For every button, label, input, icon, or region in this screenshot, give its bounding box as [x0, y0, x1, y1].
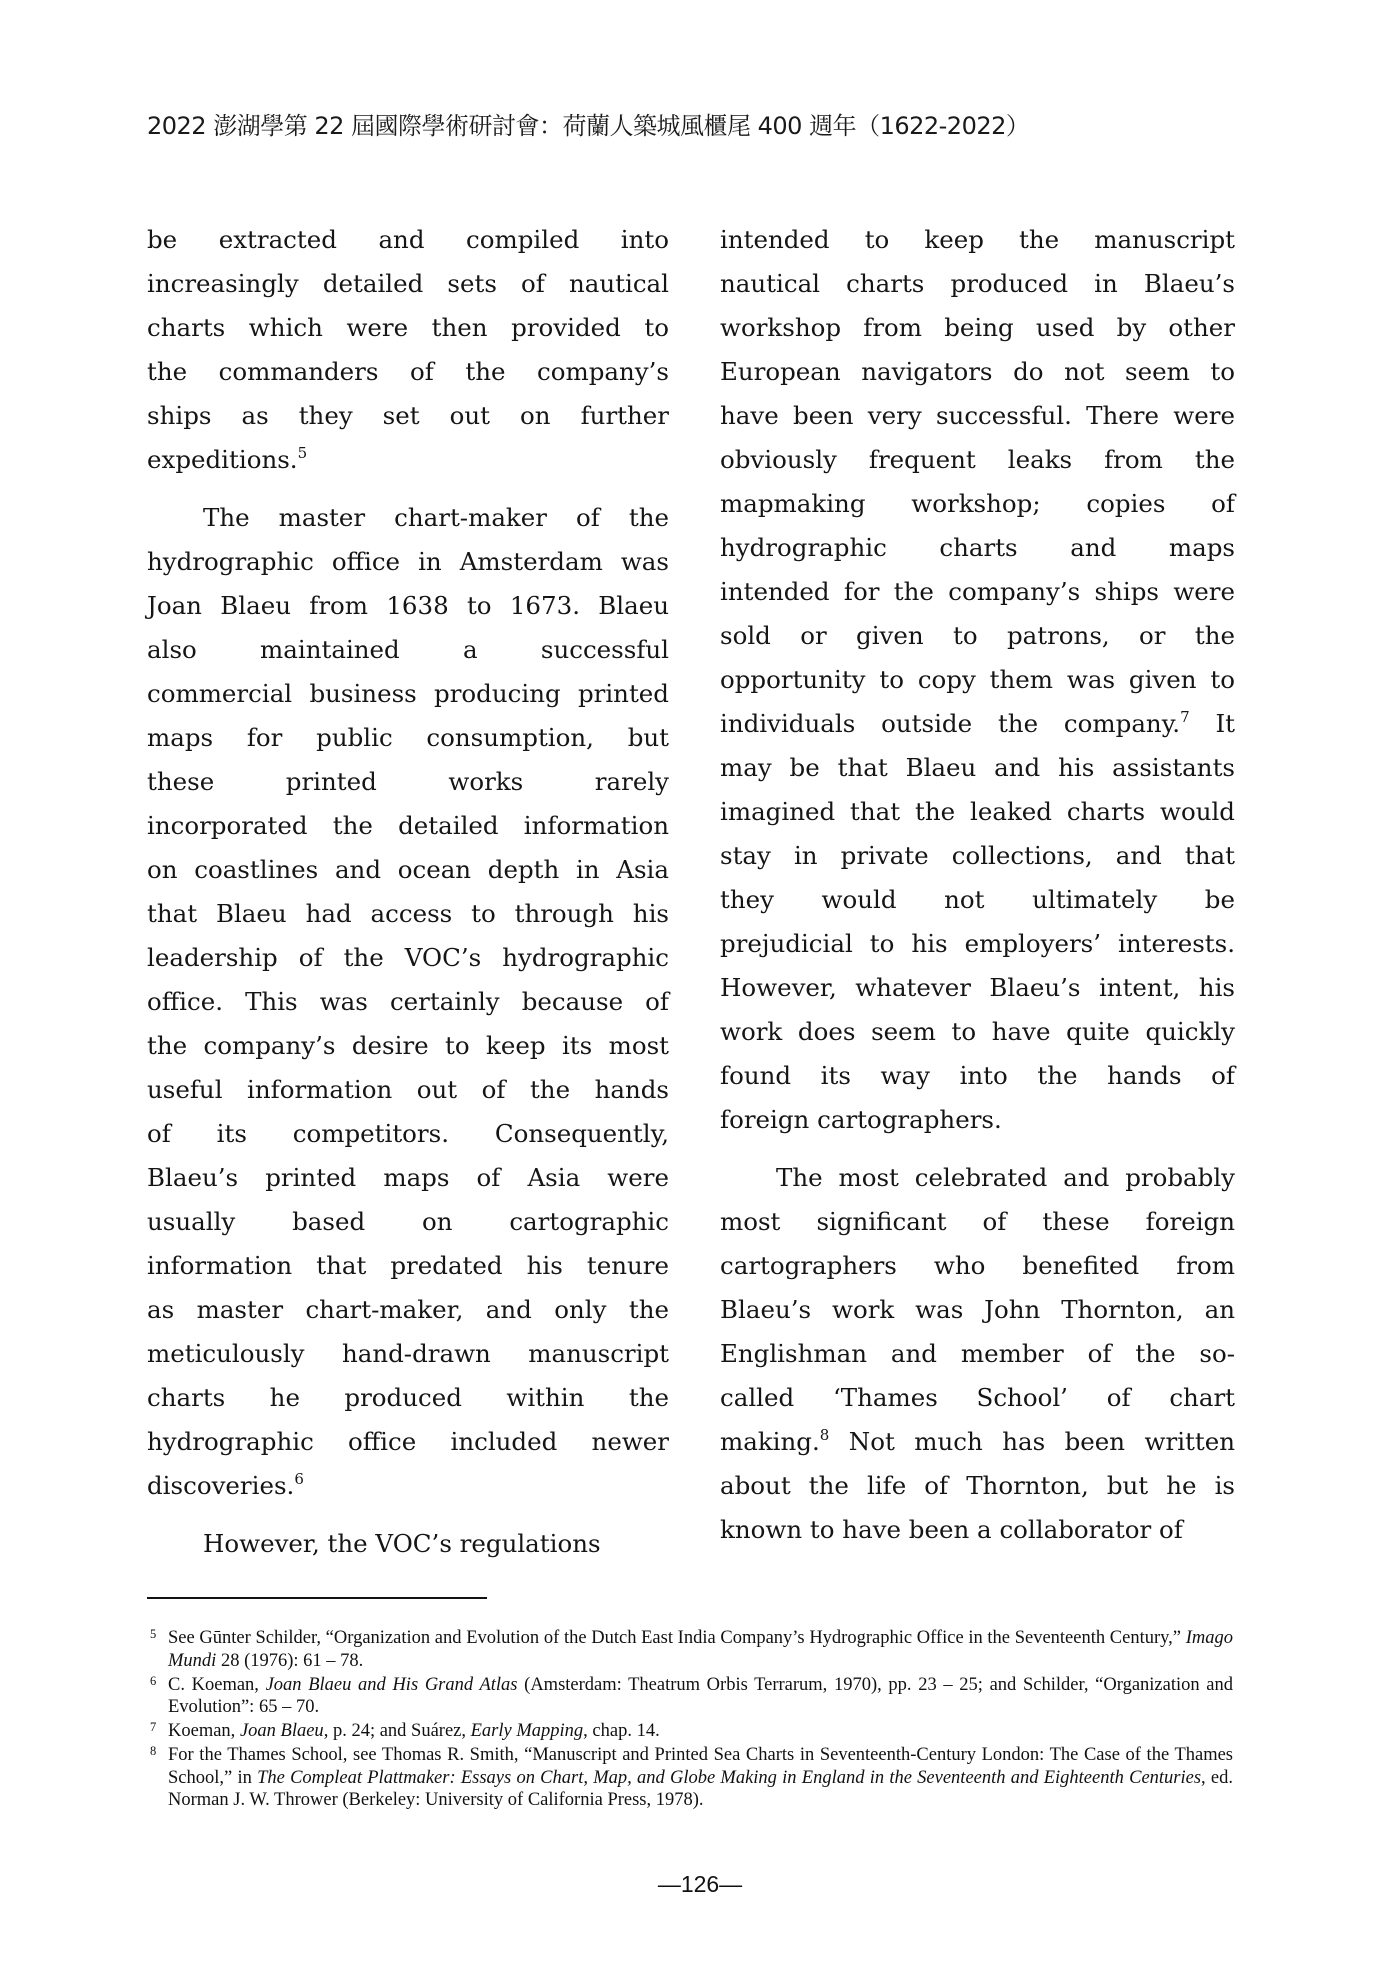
text-line: The master chart-maker of the — [203, 503, 669, 532]
text-line: found its way into the hands of — [720, 1061, 1235, 1090]
text-line: the commanders of the company’s — [147, 357, 669, 386]
footnote-separator — [147, 1597, 487, 1599]
text-line: individuals outside the company.$^7$ It — [720, 708, 1235, 738]
text-line: known to have been a collaborator of — [720, 1515, 1183, 1544]
text-line: about the life of Thornton, but he is — [720, 1471, 1235, 1500]
text-line: hydrographic office in Amsterdam was — [147, 547, 669, 576]
citation-title: Imago Mundi — [168, 1628, 1233, 1671]
text-line: Blaeu’s printed maps of Asia were — [147, 1163, 669, 1192]
text-line: expeditions.$^5$ — [147, 444, 308, 474]
text-line: increasingly detailed sets of nautical — [147, 269, 669, 298]
footnote-8 — [147, 1744, 1233, 1812]
text-line: of its competitors. Consequently, — [147, 1119, 669, 1148]
citation-title: Early Mapping — [470, 1721, 584, 1741]
text-line: work does seem to have quite quickly — [720, 1017, 1235, 1046]
footnote-text: , chap. 14. — [583, 1721, 660, 1741]
text-line: cartographers who benefited from — [720, 1251, 1235, 1280]
text-line: maps for public consumption, but — [147, 723, 669, 752]
footnote-number: 8 — [150, 1744, 157, 1758]
text-line: also maintained a successful — [147, 635, 669, 664]
text-line: on coastlines and ocean depth in Asia — [147, 855, 669, 884]
footnote-text: , p. 24; and Suárez, — [323, 1721, 471, 1741]
footnote-text: See Gūnter Schilder, “Organization and Evolution of the Dutch East India Company’s Hydrographic Office in the Seventeenth Century,” — [168, 1628, 1186, 1648]
citation-title: Joan Blaeu — [239, 1721, 324, 1741]
running-header: 2022 澎湖學第 22 屆國際學術研討會：荷蘭人築城風櫃尾 400 週年（1622-2022） — [147, 112, 1030, 140]
text-line: obviously frequent leaks from the — [720, 445, 1235, 474]
footnotes — [147, 1627, 1233, 1813]
text-line: be extracted and compiled into — [147, 225, 669, 254]
paragraph — [147, 496, 669, 1508]
text-line: ships as they set out on further — [147, 401, 669, 430]
text-line: However, whatever Blaeu’s intent, his — [720, 973, 1235, 1002]
paragraph — [720, 1156, 1235, 1552]
text-line: The most celebrated and probably — [776, 1163, 1235, 1192]
text-line: mapmaking workshop; copies of — [720, 489, 1235, 518]
citation-title: The Compleat Plattmaker: Essays on Chart, Map, and Globe Making in England in the Seventeenth and Eighteenth Centuries — [257, 1767, 1202, 1788]
footnote-5 — [147, 1627, 1233, 1672]
text-line: hydrographic charts and maps — [720, 533, 1235, 562]
text-line: meticulously hand-drawn manuscript — [147, 1339, 669, 1368]
text-line: sold or given to patrons, or the — [720, 621, 1235, 650]
footnote-text: C. Koeman, — [168, 1674, 266, 1695]
text-line: European navigators do not seem to — [720, 357, 1235, 386]
text-line: imagined that the leaked charts would — [720, 797, 1235, 826]
text-line: office. This was certainly because of — [147, 987, 669, 1016]
text-line: they would not ultimately be — [720, 885, 1235, 914]
text-line: usually based on cartographic — [147, 1207, 669, 1236]
text-line: foreign cartographers. — [720, 1105, 1002, 1134]
text-line: called ‘Thames School’ of chart — [720, 1383, 1235, 1412]
text-line: making.$^8$ Not much has been written — [720, 1426, 1235, 1456]
text-line: intended for the company’s ships were — [720, 577, 1235, 606]
text-line: the company’s desire to keep its most — [147, 1031, 669, 1060]
text-line: Blaeu’s work was John Thornton, an — [720, 1295, 1235, 1324]
text-line: may be that Blaeu and his assistants — [720, 753, 1235, 782]
text-line: commercial business producing printed — [147, 679, 669, 708]
text-line: Joan Blaeu from 1638 to 1673. Blaeu — [147, 591, 669, 620]
text-line: workshop from being used by other — [720, 313, 1235, 342]
footnote-reference[interactable]: 5 — [297, 444, 308, 462]
footnote-number: 7 — [150, 1720, 157, 1734]
footnote-text: (Amsterdam: Theatrum Orbis Terrarum, 1970), pp. 23 – 25; and Schilder, “Organization and Evolution”: 65 – 70. — [168, 1674, 1233, 1717]
text-line: intended to keep the manuscript — [720, 225, 1235, 254]
footnote-7 — [147, 1720, 1233, 1743]
paragraph — [147, 1522, 669, 1566]
paragraph — [720, 218, 1235, 1142]
text-line: hydrographic office included newer — [147, 1427, 669, 1456]
text-line: charts which were then provided to — [147, 313, 669, 342]
text-line: information that predated his tenure — [147, 1251, 669, 1280]
page-number: —126— — [657, 1871, 743, 1897]
right-column — [720, 218, 1235, 1552]
text-line: incorporated the detailed information — [147, 811, 669, 840]
text-line: charts he produced within the — [147, 1383, 669, 1412]
footnote-number: 6 — [150, 1673, 157, 1688]
text-line: as master chart-maker, and only the — [147, 1295, 669, 1324]
left-column — [147, 218, 669, 1566]
footnote-text: For the Thames School, see Thomas R. Smith, “Manuscript and Printed Sea Charts in Seventeenth-Century London: The Case of the Thames School,” in — [168, 1745, 1233, 1788]
paragraph — [147, 218, 669, 482]
text-line: leadership of the VOC’s hydrographic — [147, 943, 669, 972]
text-line: that Blaeu had access to through his — [147, 899, 669, 928]
footnote-reference[interactable]: 6 — [294, 1470, 304, 1488]
footnote-text: , ed. Norman J. W. Thrower (Berkeley: University of California Press, 1978). — [168, 1767, 1233, 1810]
text-line: most significant of these foreign — [720, 1207, 1235, 1236]
citation-title: Joan Blaeu and His Grand Atlas — [265, 1674, 518, 1695]
footnote-number: 5 — [150, 1627, 157, 1641]
footnote-text: Koeman, — [168, 1721, 240, 1741]
footnote-reference[interactable]: 8 — [819, 1426, 830, 1444]
text-line: However, the VOC’s regulations — [203, 1529, 601, 1558]
footnote-6 — [147, 1674, 1233, 1719]
text-line: opportunity to copy them was given to — [720, 665, 1235, 694]
text-line: stay in private collections, and that — [720, 841, 1235, 870]
text-line: Englishman and member of the so- — [720, 1339, 1235, 1368]
text-line: prejudicial to his employers’ interests. — [720, 929, 1235, 958]
text-line: these printed works rarely — [147, 767, 669, 796]
footnote-reference[interactable]: 7 — [1180, 708, 1190, 726]
text-line: useful information out of the hands — [147, 1075, 669, 1104]
footnote-text: 28 (1976): 61 – 78. — [216, 1650, 364, 1671]
text-line: nautical charts produced in Blaeu’s — [720, 269, 1235, 298]
text-line: discoveries.$^6$ — [147, 1470, 304, 1500]
text-line: have been very successful. There were — [720, 401, 1235, 430]
